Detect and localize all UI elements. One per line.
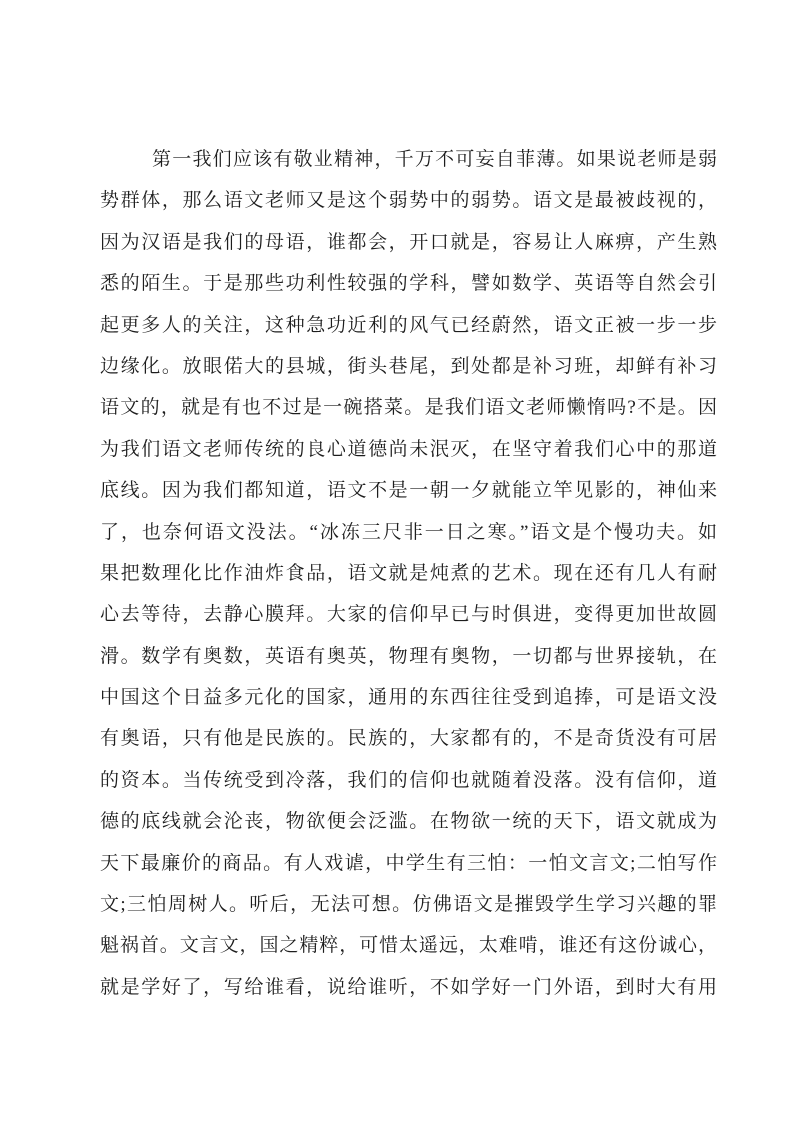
text-line: 就是学好了，写给谁看，说给谁听，不如学好一门外语，到时大有用 [100,976,717,998]
text-line: 悉的陌生。于是那些功利性较强的学科，譬如数学、英语等自然会引 [100,273,717,295]
text-line: 的资本。当传统受到冷落，我们的信仰也就随着没落。没有信仰，道 [100,769,717,791]
text-line: 魁祸首。文言文，国之精粹，可惜太遥远，太难啃，谁还有这份诚心， [100,935,717,957]
text-line: 天下最廉价的商品。有人戏谑，中学生有三怕：一怕文言文;二怕写作 [100,852,717,874]
text-line: 了，也奈何语文没法。“冰冻三尺非一日之寒。”语文是个慢功夫。如 [100,521,717,543]
text-line: 因为汉语是我们的母语，谁都会，开口就是，容易让人麻痹，产生熟 [100,231,717,253]
text-line: 为我们语文老师传统的良心道德尚未泯灭，在坚守着我们心中的那道 [100,438,717,460]
text-line: 心去等待，去静心膜拜。大家的信仰早已与时俱进，变得更加世故圆 [100,604,717,626]
text-line: 边缘化。放眼偌大的县城，街头巷尾，到处都是补习班，却鲜有补习 [100,355,717,377]
text-line: 底线。因为我们都知道，语文不是一朝一夕就能立竿见影的，神仙来 [100,480,717,502]
text-line: 德的底线就会沦丧，物欲便会泛滥。在物欲一统的天下，语文就成为 [100,811,717,833]
text-line: 势群体，那么语文老师又是这个弱势中的弱势。语文是最被歧视的， [100,190,717,212]
paragraph-body [100,139,717,1008]
text-line: 起更多人的关注，这种急功近利的风气已经蔚然，语文正被一步一步 [100,314,717,336]
text-line: 语文的，就是有也不过是一碗搭菜。是我们语文老师懒惰吗?不是。因 [100,397,717,419]
text-line: 滑。数学有奥数，英语有奥英，物理有奥物，一切都与世界接轨，在 [100,645,717,667]
text-line: 文;三怕周树人。听后，无法可想。仿佛语文是摧毁学生学习兴趣的罪 [100,894,717,916]
text-line: 第一我们应该有敬业精神，千万不可妄自菲薄。如果说老师是弱 [152,149,717,170]
text-line: 果把数理化比作油炸食品，语文就是炖煮的艺术。现在还有几人有耐 [100,562,717,584]
text-line: 中国这个日益多元化的国家，通用的东西往往受到追捧，可是语文没 [100,687,717,709]
text-line: 有奥语，只有他是民族的。民族的，大家都有的，不是奇货没有可居 [100,728,717,750]
